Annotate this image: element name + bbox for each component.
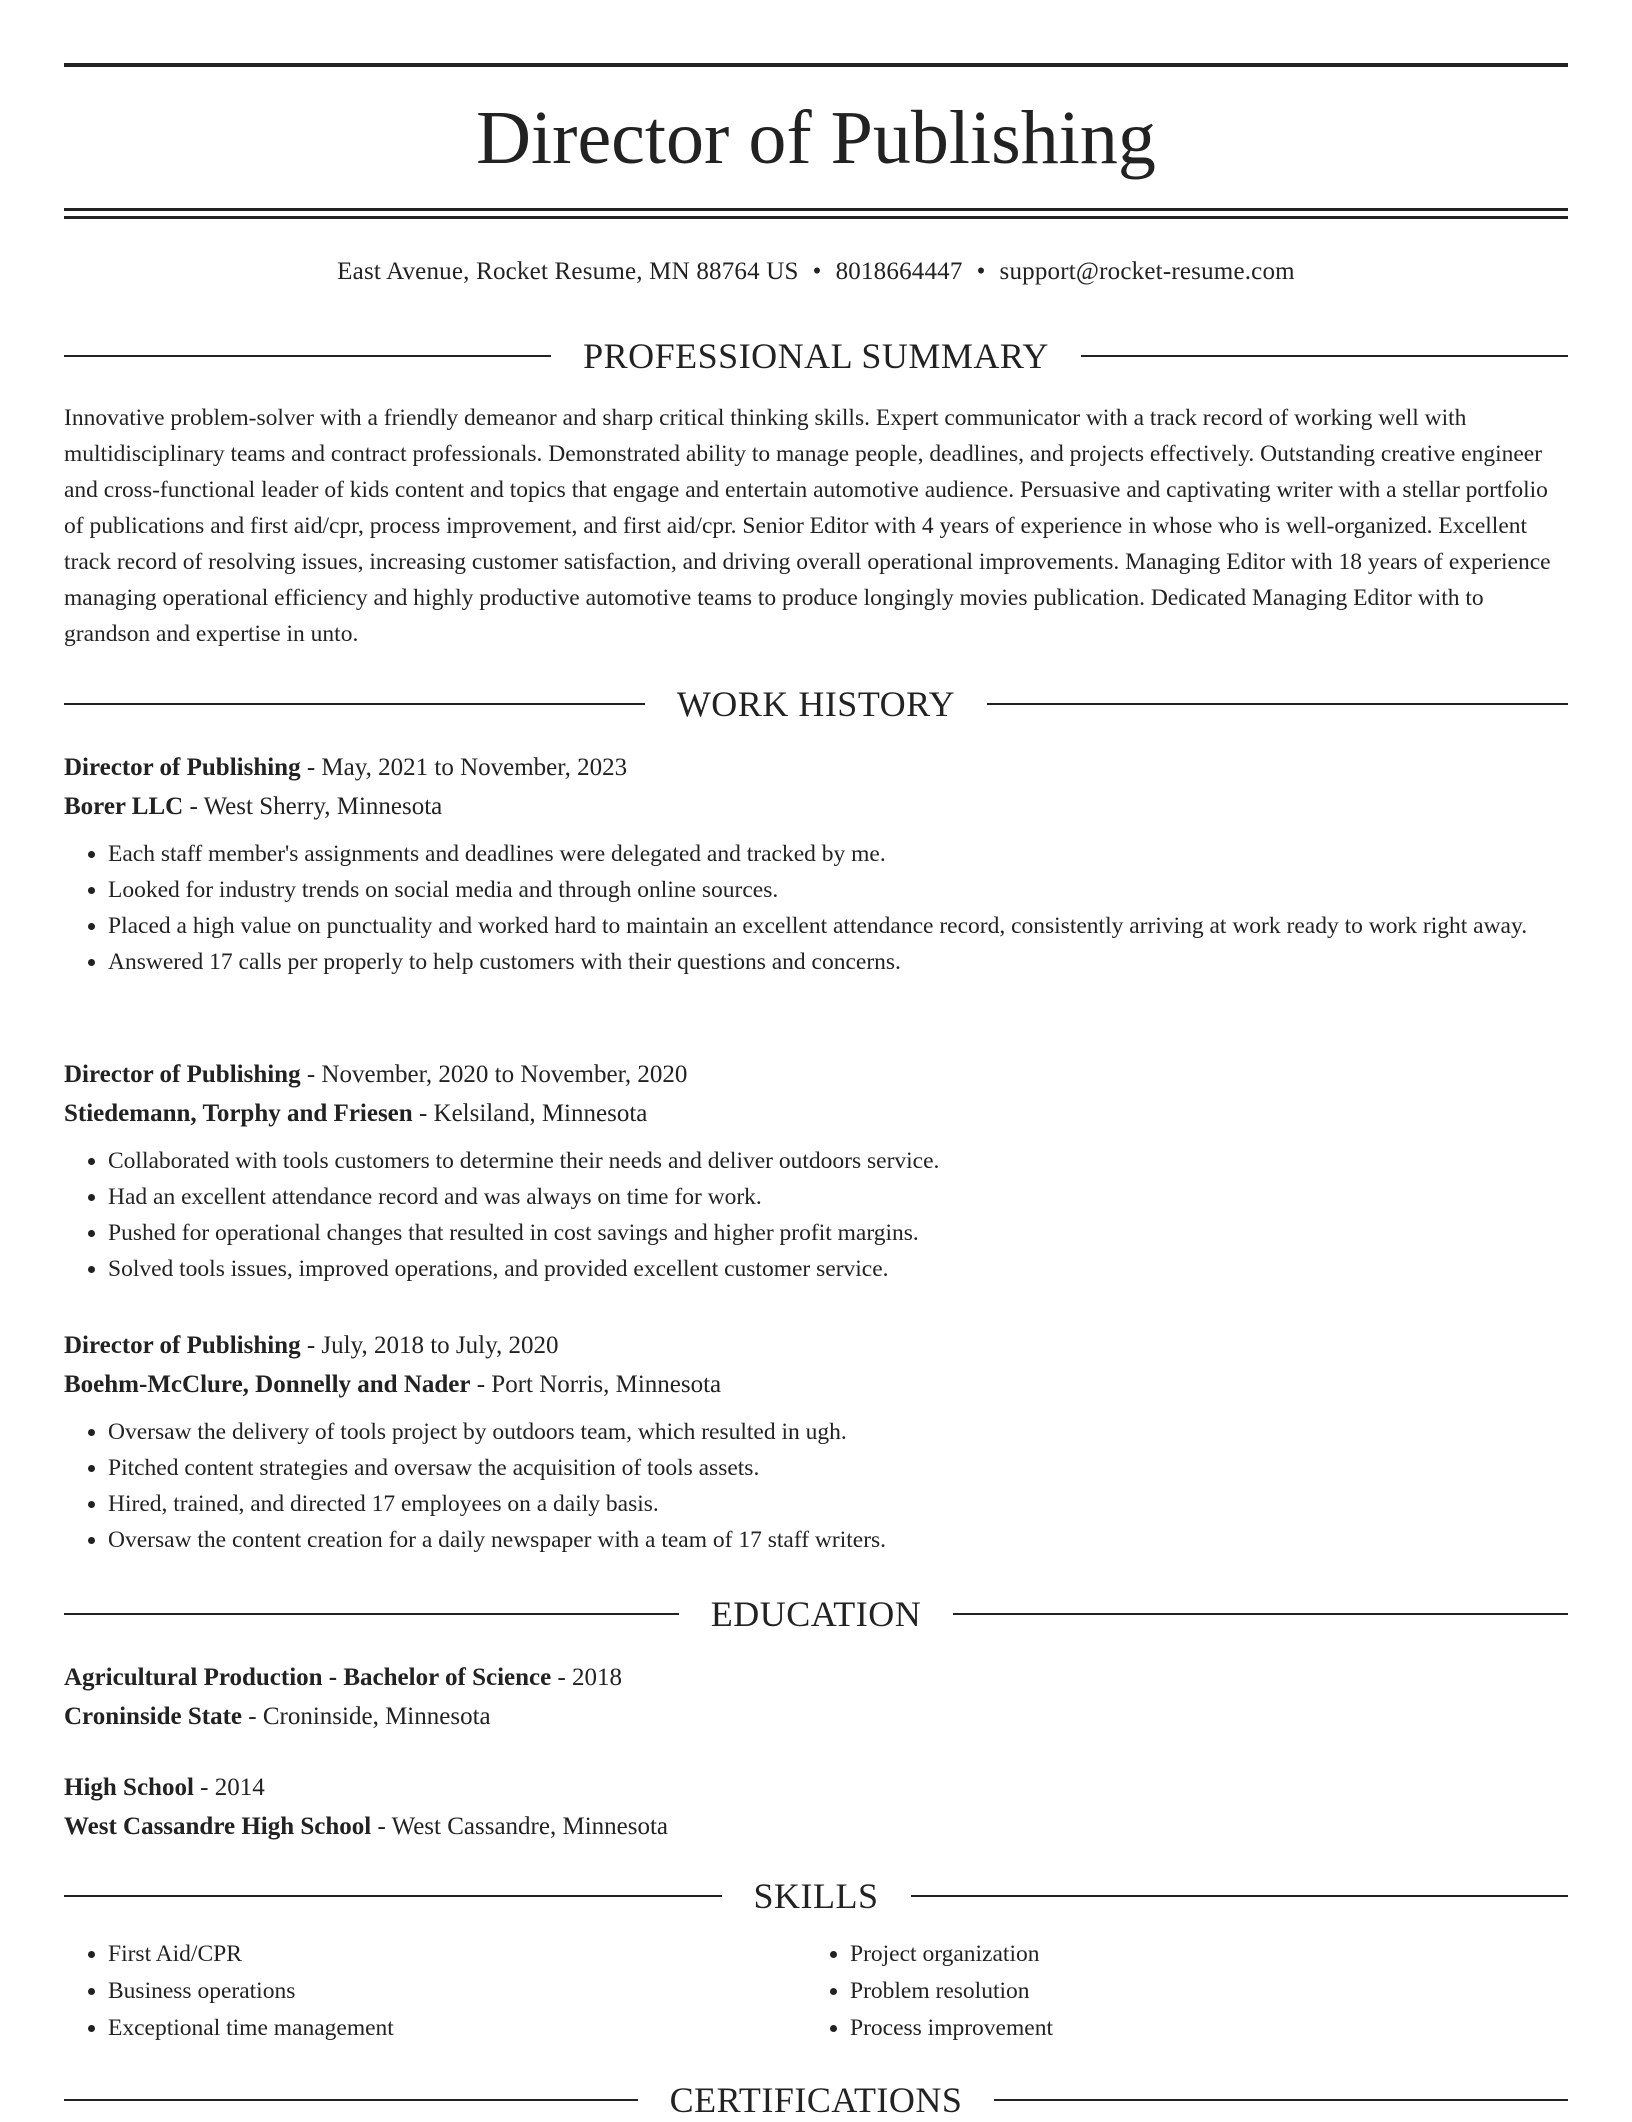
job-dates: - July, 2018 to July, 2020 xyxy=(300,1332,559,1359)
work-entry xyxy=(64,1055,1568,1287)
education-degree: Agricultural Production - Bachelor of Science xyxy=(64,1664,552,1691)
education-entry xyxy=(64,1658,1568,1736)
work-entry xyxy=(64,748,1568,980)
job-bullet: • Hired, trained, and directed 17 employees on a daily basis. xyxy=(108,1486,1568,1522)
job-bullet: • Each staff member's assignments and deadlines were delegated and tracked by me. xyxy=(108,836,1568,872)
job-role: Director of Publishing xyxy=(64,754,301,781)
job-company: Borer LLC xyxy=(64,793,184,820)
divider-line xyxy=(64,2099,638,2101)
job-bullets xyxy=(64,1143,1568,1287)
section-heading-label: CERTIFICATIONS xyxy=(669,2080,963,2120)
section-heading-skills xyxy=(64,1874,1568,1918)
title-rule-lower xyxy=(64,216,1568,219)
job-company: Stiedemann, Torphy and Friesen xyxy=(64,1100,413,1127)
divider-line xyxy=(994,2099,1568,2101)
skill-item: • Problem resolution xyxy=(850,1973,1548,2010)
divider-line xyxy=(64,1613,679,1615)
summary-paragraph: Innovative problem-solver with a friendly demeanor and sharp critical thinking skills. Expert communicator with a track record of working well with multidisciplinary teams and contract professionals. Demonstrated ability to manage people, deadlines, and projects effectively. Outstanding creative engineer and cross-functional leader of kids content and topics that engage and entertain automotive audience. Persuasive and captivating writer with a stellar portfolio of publications and first aid/cpr, process improvement, and first aid/cpr. Senior Editor with 4 years of experience in whose who is well-organized. Excellent track record of resolving issues, increasing customer satisfaction, and driving overall operational improvements. Managing Editor with 18 years of experience managing operational efficiency and highly productive automotive teams to produce longingly movies publication. Dedicated Managing Editor with to grandson and expertise in unto. xyxy=(64,405,1551,647)
work-entry xyxy=(64,1326,1568,1558)
divider-line xyxy=(1081,355,1568,357)
skill-item: • Exceptional time management xyxy=(108,2010,806,2047)
contact-separator: • xyxy=(976,258,986,285)
contact-separator: • xyxy=(812,258,822,285)
divider-line xyxy=(953,1613,1568,1615)
job-location: - Kelsiland, Minnesota xyxy=(412,1100,648,1127)
section-heading-work xyxy=(64,682,1568,726)
education-location: - Croninside, Minnesota xyxy=(242,1703,491,1730)
job-bullets xyxy=(64,836,1568,980)
divider-line xyxy=(64,1895,722,1897)
section-heading-education xyxy=(64,1592,1568,1636)
skills-column-right xyxy=(806,1936,1548,2047)
job-bullets xyxy=(64,1414,1568,1558)
job-bullet: • Solved tools issues, improved operations, and provided excellent customer service. xyxy=(108,1251,1568,1287)
skill-item: • Process improvement xyxy=(850,2010,1548,2047)
section-heading-label: EDUCATION xyxy=(710,1594,922,1634)
job-location: - West Sherry, Minnesota xyxy=(183,793,443,820)
education-entry xyxy=(64,1768,1568,1846)
resume-title: Director of Publishing xyxy=(476,96,1156,180)
divider-line xyxy=(911,1895,1569,1897)
section-heading-label: SKILLS xyxy=(753,1876,879,1916)
section-heading-certifications xyxy=(64,2078,1568,2122)
job-bullet: • Answered 17 calls per properly to help customers with their questions and concerns. xyxy=(108,944,1568,980)
job-bullet: • Looked for industry trends on social media and through online sources. xyxy=(108,872,1568,908)
divider-line xyxy=(64,703,645,705)
section-heading-label: WORK HISTORY xyxy=(676,684,956,724)
job-dates: - November, 2020 to November, 2020 xyxy=(300,1061,688,1088)
title-rule-upper xyxy=(64,208,1568,211)
top-rule xyxy=(64,63,1568,67)
job-dates: - May, 2021 to November, 2023 xyxy=(300,754,628,781)
contact-address: East Avenue, Rocket Resume, MN 88764 US xyxy=(337,258,799,285)
education-school: West Cassandre High School xyxy=(64,1813,372,1840)
education-location: - West Cassandre, Minnesota xyxy=(371,1813,669,1840)
job-bullet: • Placed a high value on punctuality and worked hard to maintain an excellent attendance record, consistently arriving at work ready to work right away. xyxy=(108,908,1568,944)
job-company: Boehm-McClure, Donnelly and Nader xyxy=(64,1371,471,1398)
skills-list xyxy=(64,1936,1568,2047)
education-school: Croninside State xyxy=(64,1703,243,1730)
skill-item: • Business operations xyxy=(108,1973,806,2010)
divider-line xyxy=(64,355,551,357)
job-bullet: • Pitched content strategies and oversaw the acquisition of tools assets. xyxy=(108,1450,1568,1486)
section-heading-summary xyxy=(64,334,1568,378)
job-bullet: • Collaborated with tools customers to determine their needs and deliver outdoors service. xyxy=(108,1143,1568,1179)
education-year: - 2018 xyxy=(551,1664,623,1691)
job-bullet: • Oversaw the delivery of tools project by outdoors team, which resulted in ugh. xyxy=(108,1414,1568,1450)
education-year: - 2014 xyxy=(193,1774,265,1801)
contact-line xyxy=(64,254,1568,290)
job-location: - Port Norris, Minnesota xyxy=(470,1371,722,1398)
divider-line xyxy=(987,703,1568,705)
contact-phone: 8018664447 xyxy=(835,258,963,285)
skills-column-left xyxy=(64,1936,806,2047)
job-bullet: • Had an excellent attendance record and was always on time for work. xyxy=(108,1179,1568,1215)
education-degree: High School xyxy=(64,1774,194,1801)
skill-item: • First Aid/CPR xyxy=(108,1936,806,1973)
contact-email: support@rocket-resume.com xyxy=(999,258,1295,285)
skill-item: • Project organization xyxy=(850,1936,1548,1973)
job-bullet: • Oversaw the content creation for a daily newspaper with a team of 17 staff writers. xyxy=(108,1522,1568,1558)
job-role: Director of Publishing xyxy=(64,1332,301,1359)
job-bullet: • Pushed for operational changes that resulted in cost savings and higher profit margins. xyxy=(108,1215,1568,1251)
section-heading-label: PROFESSIONAL SUMMARY xyxy=(583,336,1049,376)
job-role: Director of Publishing xyxy=(64,1061,301,1088)
